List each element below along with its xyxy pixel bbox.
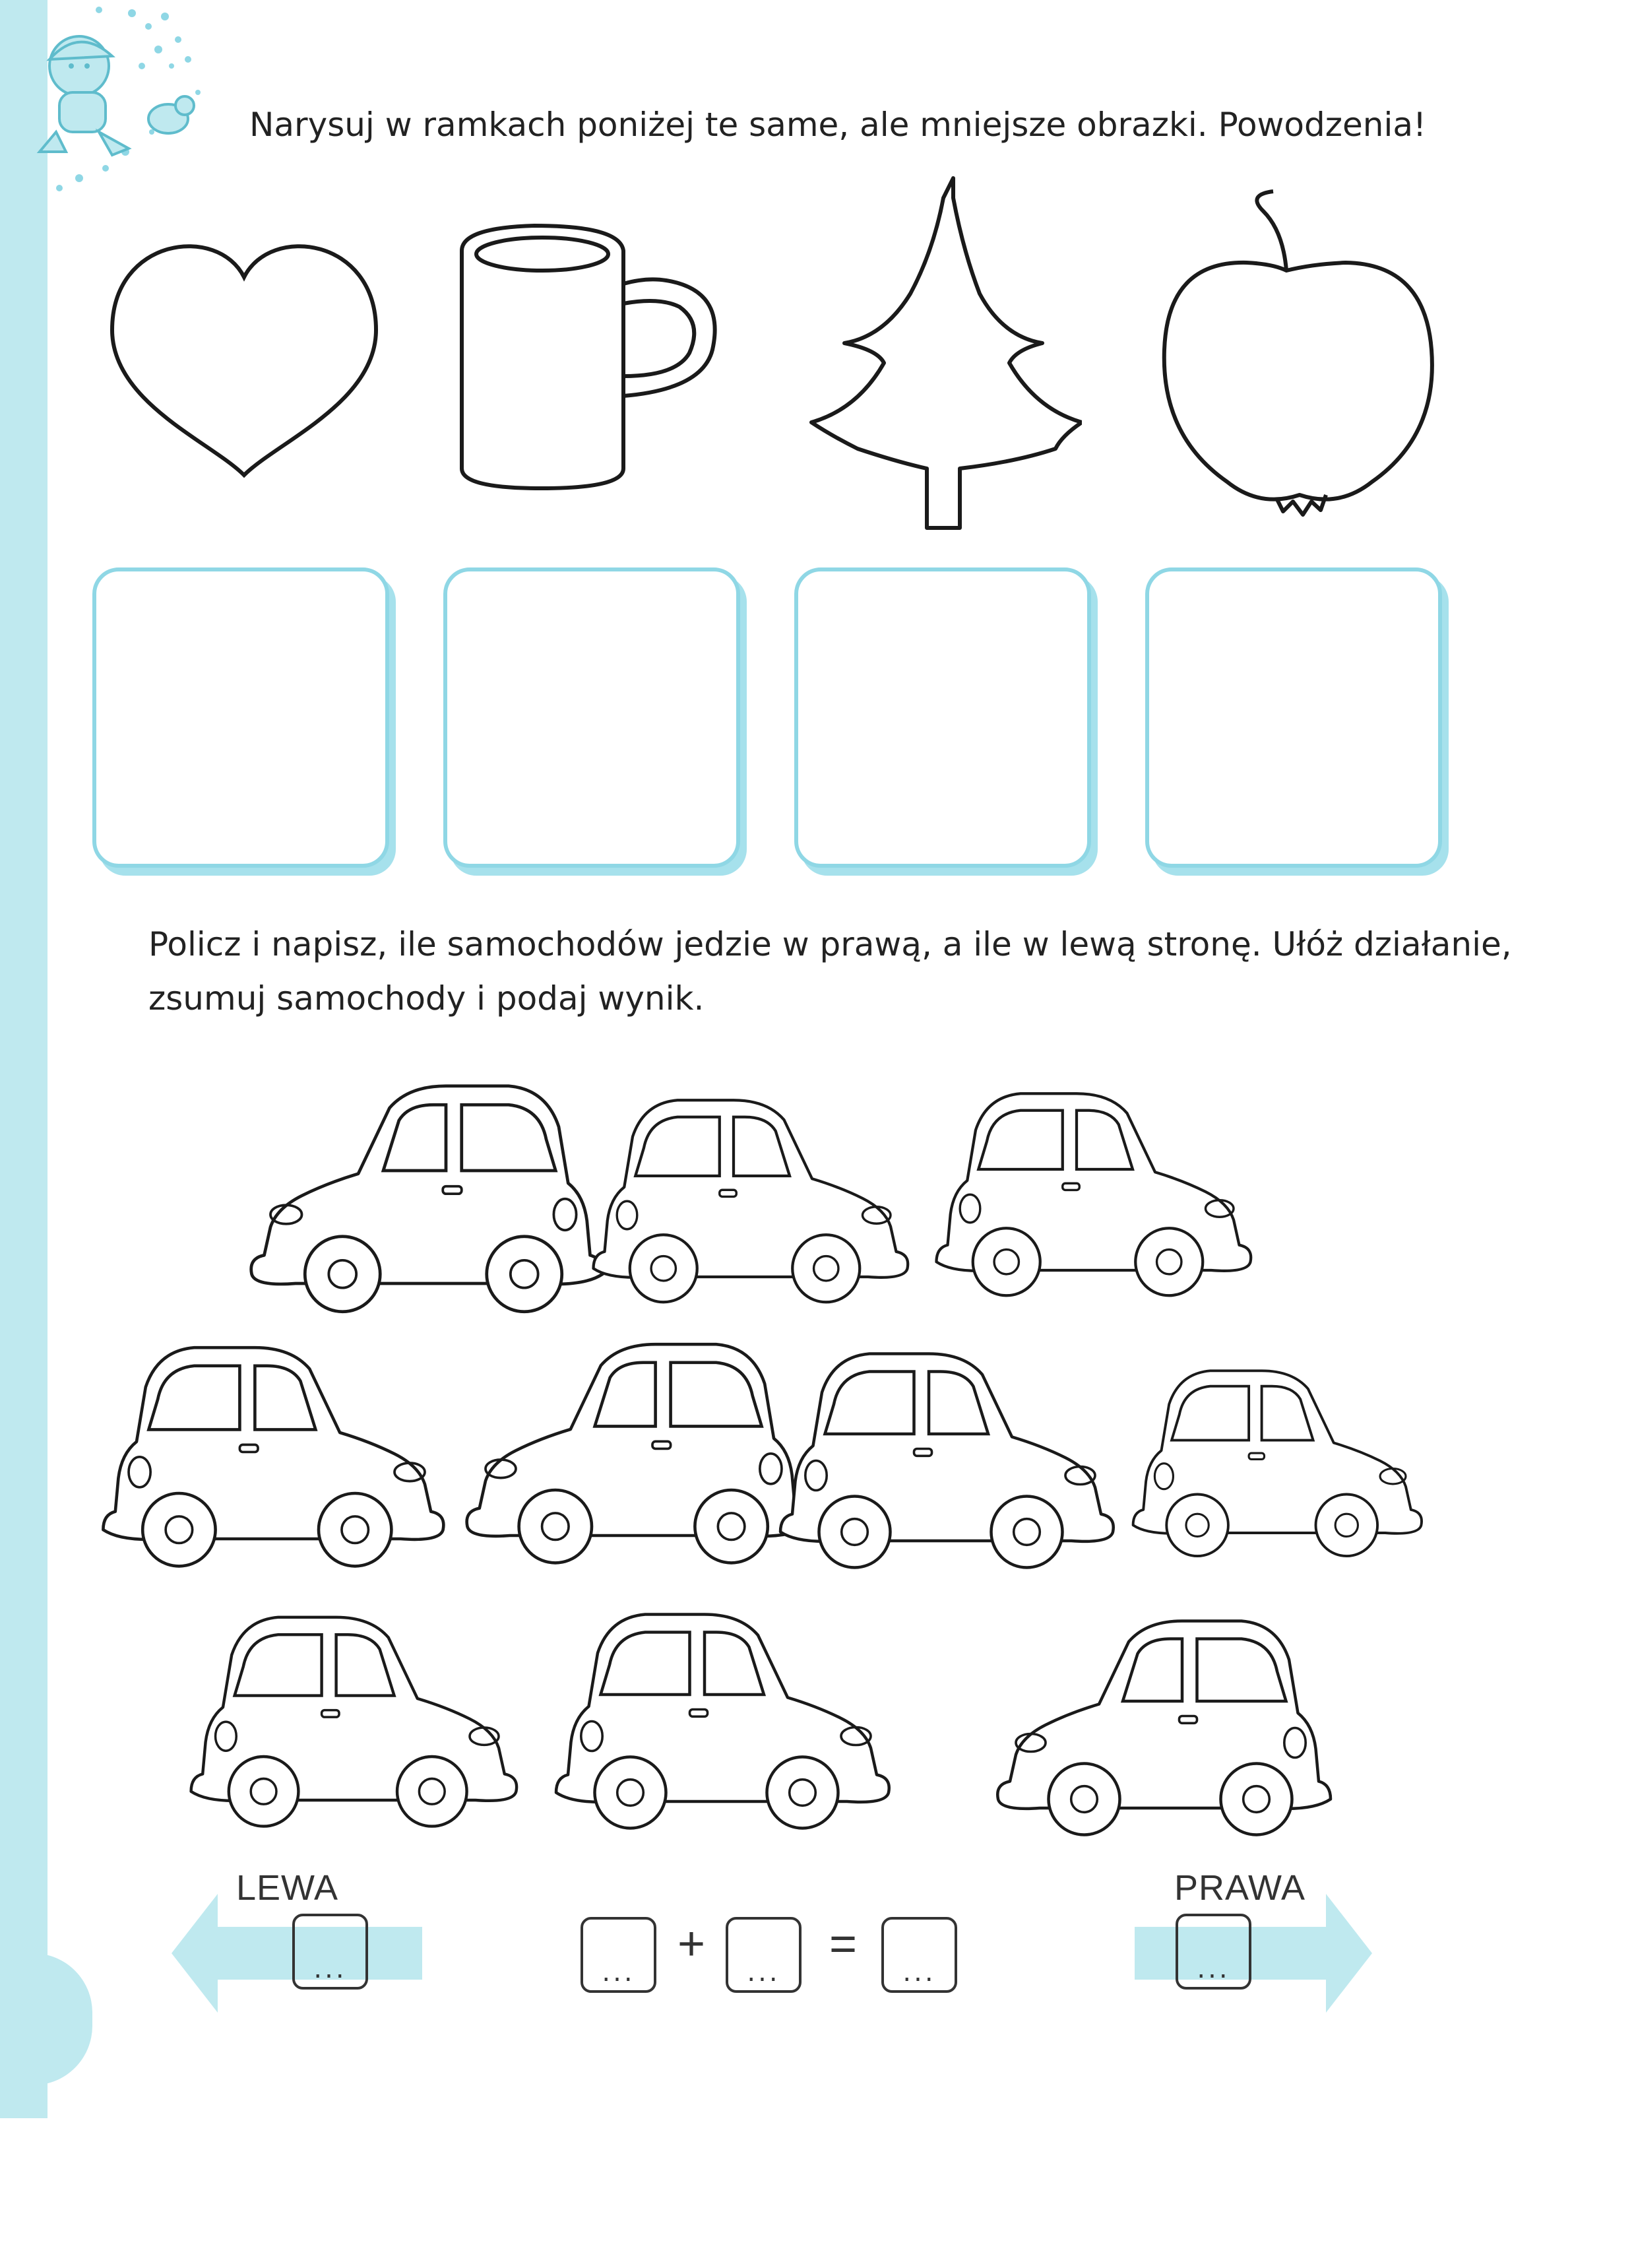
- right-count-placeholder: ...: [1197, 1954, 1230, 1984]
- equals-sign: =: [829, 1918, 858, 1970]
- addend-1-placeholder: ...: [602, 1957, 635, 1988]
- right-count-box[interactable]: [1176, 1914, 1251, 1990]
- left-count-box[interactable]: [292, 1914, 368, 1990]
- addend-2-box[interactable]: [726, 1917, 802, 1993]
- right-label: PRAWA: [1174, 1868, 1306, 1908]
- plus-sign: +: [677, 1918, 706, 1970]
- left-label: LEWA: [236, 1868, 339, 1908]
- left-count-placeholder: ...: [313, 1954, 347, 1984]
- count-instruction-line-2: zsumuj samochody i podaj wynik.: [148, 979, 705, 1018]
- draw-instruction: Narysuj w ramkach poniżej te same, ale mniejsze obrazki. Powodzenia!: [249, 106, 1427, 144]
- result-placeholder: ...: [902, 1957, 936, 1988]
- count-instruction-line-1: Policz i napisz, ile samochodów jedzie w prawą, a ile w lewą stronę. Ułóż działanie,: [148, 925, 1512, 963]
- addend-1-box[interactable]: [581, 1917, 656, 1993]
- addend-2-placeholder: ...: [747, 1957, 780, 1988]
- result-box[interactable]: [881, 1917, 957, 1993]
